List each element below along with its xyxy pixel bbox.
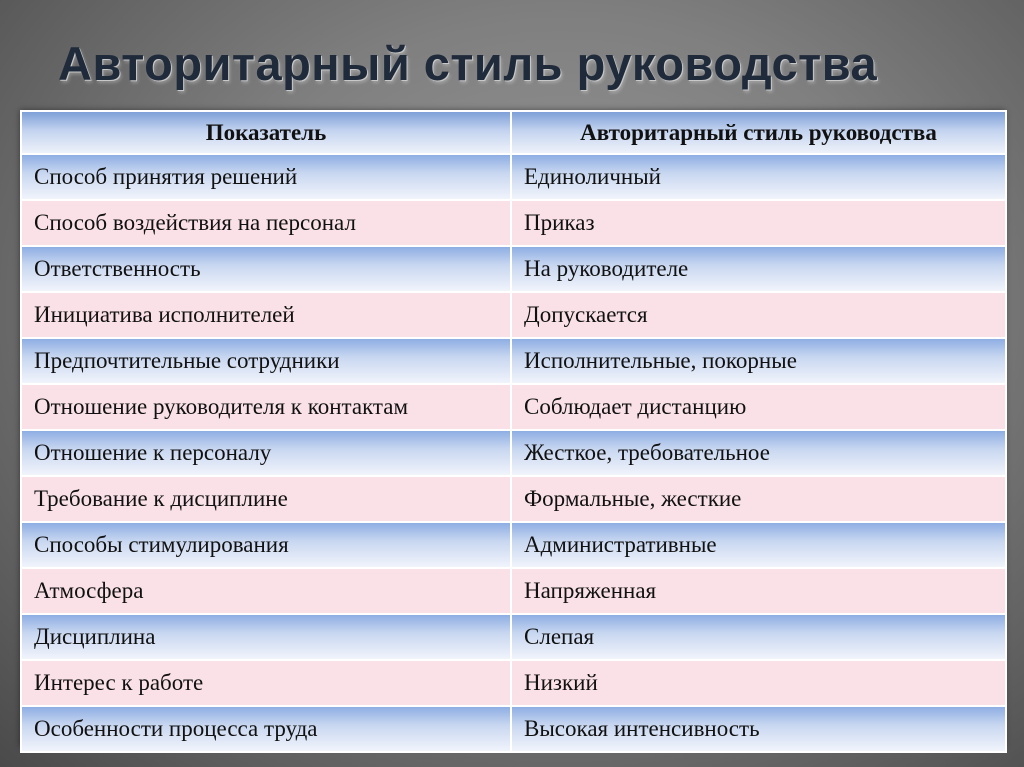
row-indicator-cell: Требование к дисциплине xyxy=(21,476,511,522)
row-value-cell: Единоличный xyxy=(511,154,1006,200)
row-indicator-cell: Отношение руководителя к контактам xyxy=(21,384,511,430)
table-row xyxy=(21,384,1006,430)
table-row xyxy=(21,476,1006,522)
row-indicator-cell: Инициатива исполнителей xyxy=(21,292,511,338)
comparison-table xyxy=(20,110,1007,753)
row-value-cell: Высокая интенсивность xyxy=(511,706,1006,752)
row-value-cell: Соблюдает дистанцию xyxy=(511,384,1006,430)
table-row xyxy=(21,338,1006,384)
row-value-cell: Исполнительные, покорные xyxy=(511,338,1006,384)
header-style: Авторитарный стиль руководства xyxy=(511,111,1006,154)
table-row xyxy=(21,154,1006,200)
row-indicator-cell: Ответственность xyxy=(21,246,511,292)
row-value-cell: Напряженная xyxy=(511,568,1006,614)
row-indicator-cell: Способы стимулирования xyxy=(21,522,511,568)
table-row xyxy=(21,200,1006,246)
slide-title: Авторитарный стиль руководства xyxy=(58,37,878,90)
table-row xyxy=(21,614,1006,660)
row-value-cell: Допускается xyxy=(511,292,1006,338)
row-indicator-cell: Особенности процесса труда xyxy=(21,706,511,752)
row-value-cell: Приказ xyxy=(511,200,1006,246)
table-row xyxy=(21,246,1006,292)
table-row xyxy=(21,292,1006,338)
row-value-cell: На руководителе xyxy=(511,246,1006,292)
row-value-cell: Низкий xyxy=(511,660,1006,706)
header-indicator: Показатель xyxy=(21,111,511,154)
row-value-cell: Формальные, жесткие xyxy=(511,476,1006,522)
table-row xyxy=(21,706,1006,752)
table-row xyxy=(21,430,1006,476)
row-value-cell: Жесткое, требовательное xyxy=(511,430,1006,476)
row-indicator-cell: Атмосфера xyxy=(21,568,511,614)
row-indicator-cell: Способ принятия решений xyxy=(21,154,511,200)
table-header-row xyxy=(21,111,1006,154)
row-indicator-cell: Дисциплина xyxy=(21,614,511,660)
row-indicator-cell: Способ воздействия на персонал xyxy=(21,200,511,246)
table-row xyxy=(21,522,1006,568)
row-value-cell: Слепая xyxy=(511,614,1006,660)
row-indicator-cell: Интерес к работе xyxy=(21,660,511,706)
table-row xyxy=(21,568,1006,614)
row-value-cell: Административные xyxy=(511,522,1006,568)
table-row xyxy=(21,660,1006,706)
row-indicator-cell: Предпочтительные сотрудники xyxy=(21,338,511,384)
comparison-table-container xyxy=(20,110,1005,747)
row-indicator-cell: Отношение к персоналу xyxy=(21,430,511,476)
